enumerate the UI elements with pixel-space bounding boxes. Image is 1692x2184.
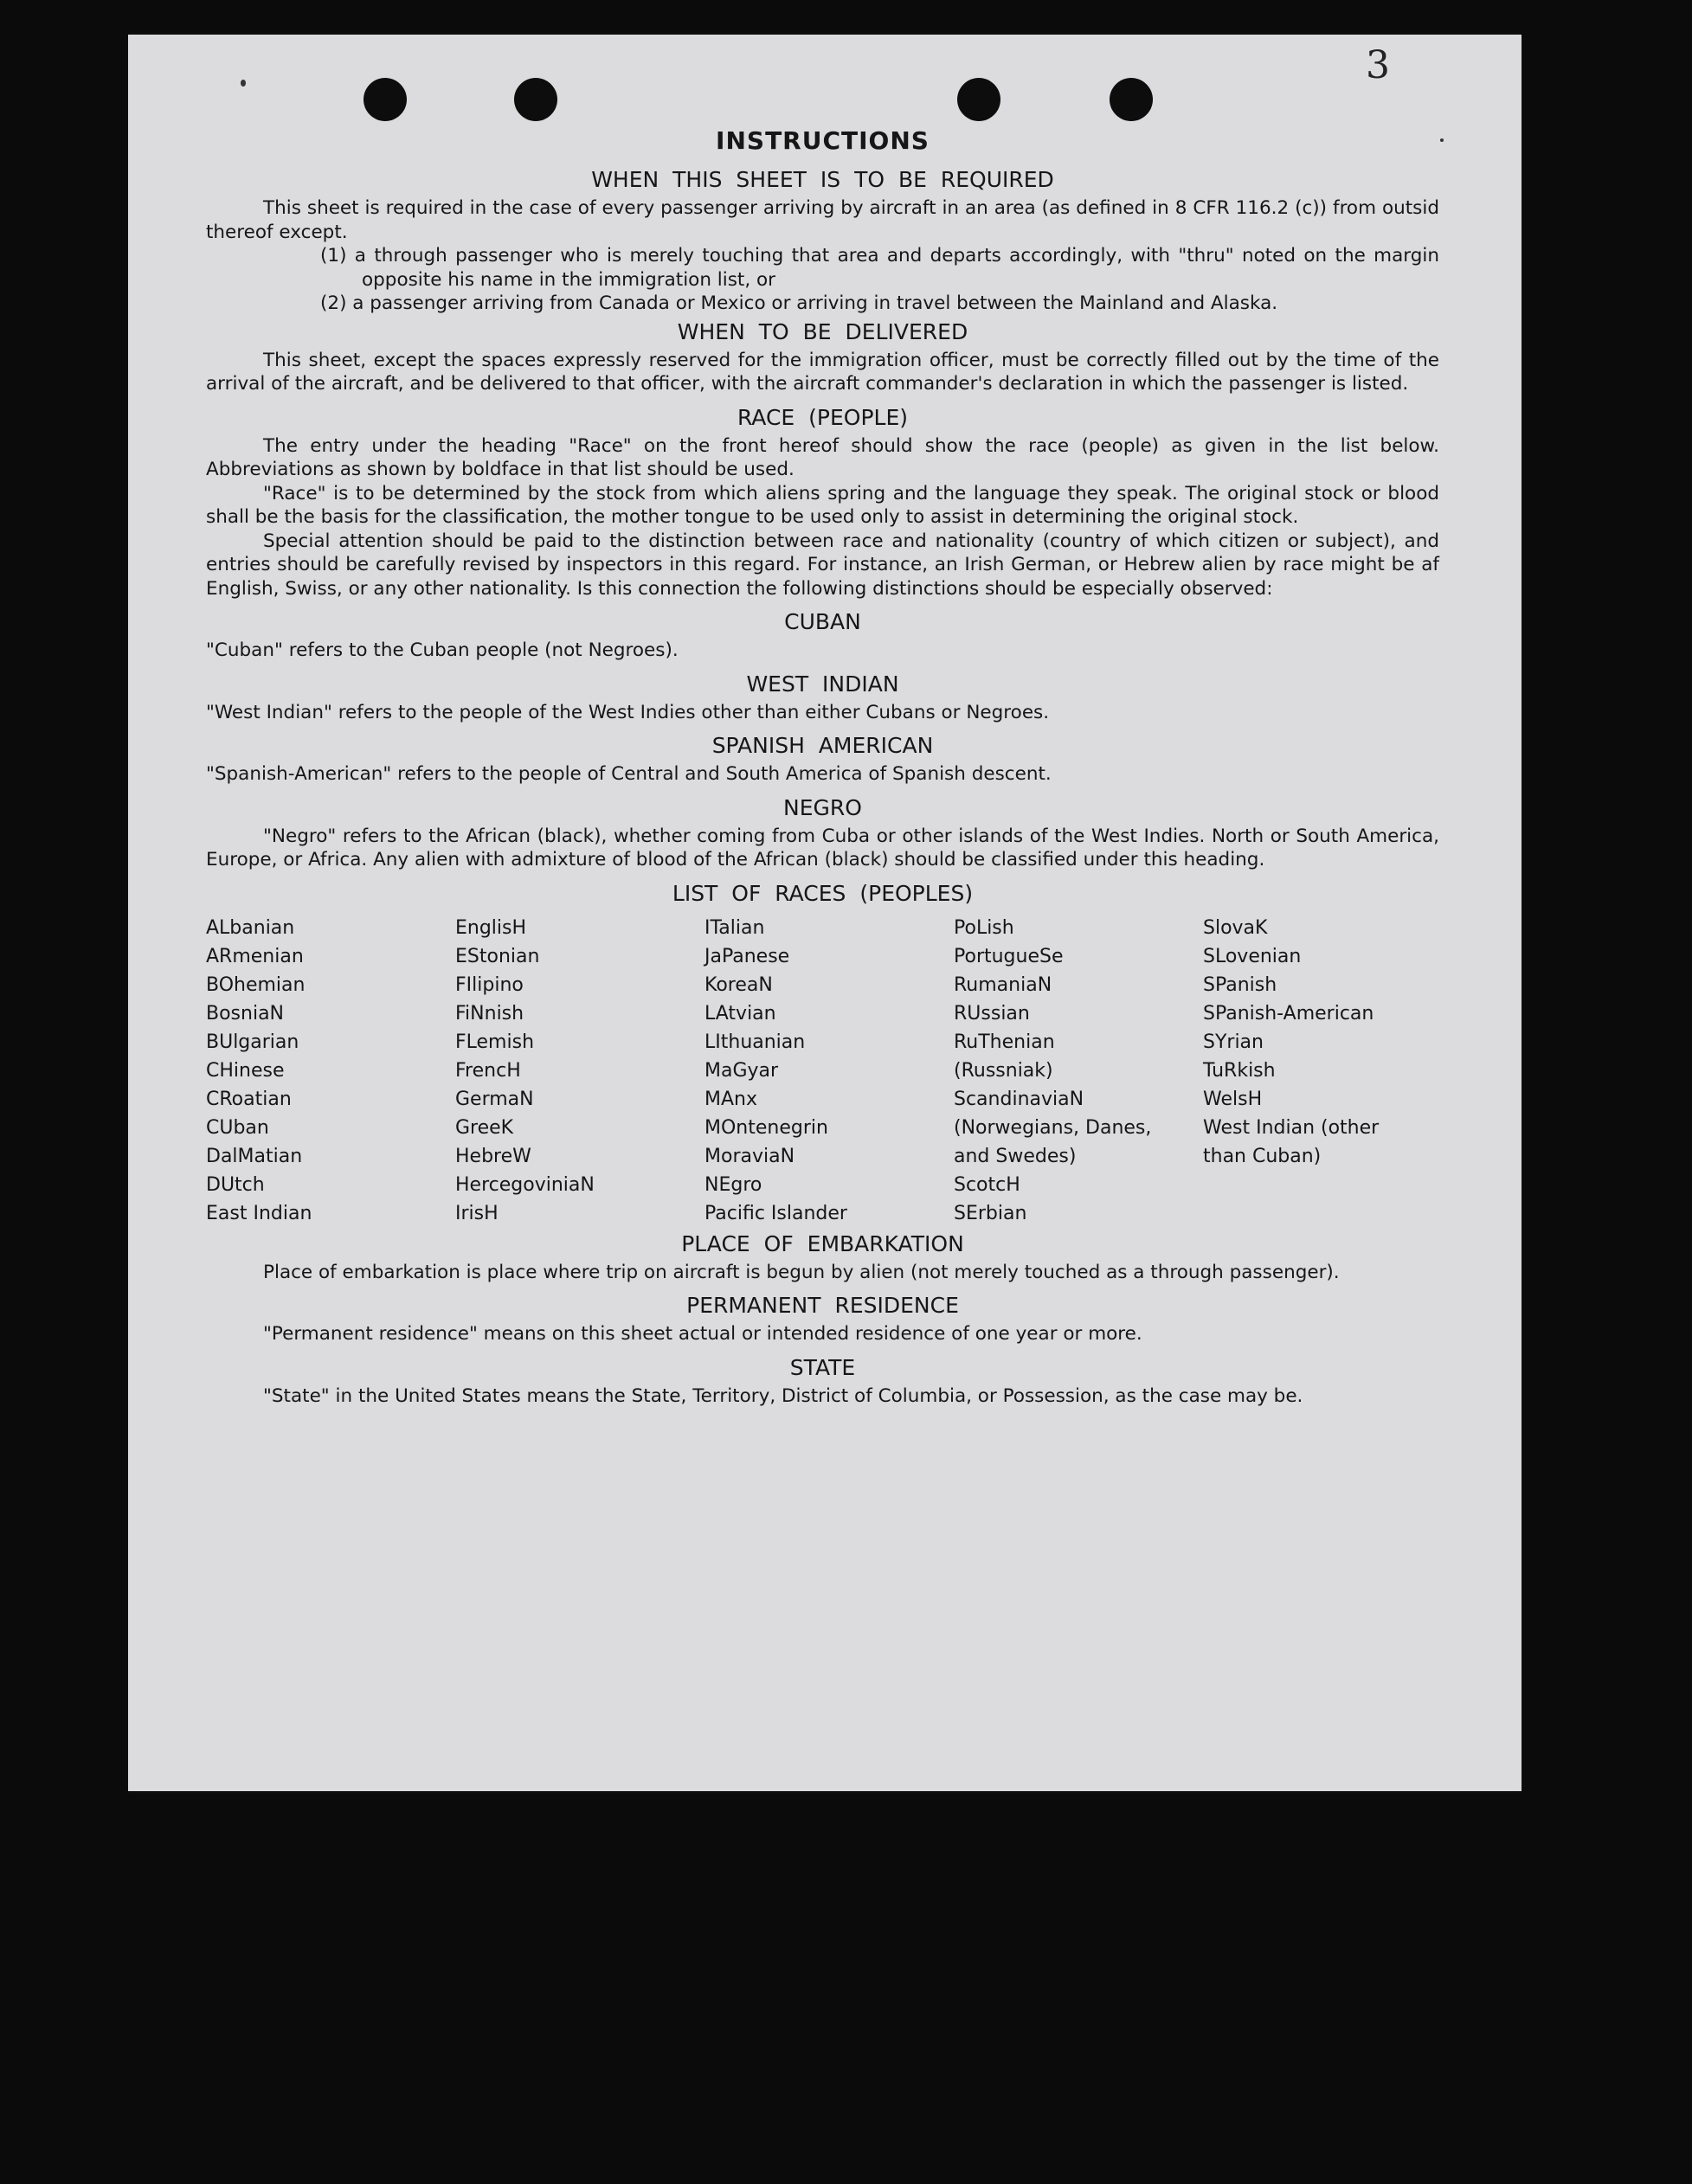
state-text: "State" in the United States means the State, Territory, District of Columbia, or Possession, as the case may be. (263, 1384, 1303, 1407)
race-entry: RUssian (954, 1002, 1030, 1025)
race-entry: FIlipino (455, 973, 524, 996)
race-entry: WelsH (1203, 1088, 1263, 1110)
race-entry: PortugueSe (954, 945, 1064, 967)
race-entry: MaGyar (704, 1059, 779, 1082)
punch-hole (957, 78, 1000, 121)
document-sheet (128, 35, 1522, 1791)
race-entry: MOntenegrin (704, 1116, 828, 1139)
punch-hole (514, 78, 557, 121)
race-entry: EnglisH (455, 916, 527, 939)
heading-spanish-american: SPANISH AMERICAN (711, 733, 934, 758)
race-entry: East Indian (206, 1202, 312, 1224)
races-column-2 (455, 914, 704, 1228)
heading-state: STATE (789, 1354, 856, 1380)
race-entry: HercegoviniaN (455, 1173, 595, 1196)
races-column-5 (1203, 914, 1452, 1228)
instructions-content (206, 126, 1439, 1408)
ink-speck (241, 80, 246, 87)
races-table (206, 914, 1439, 1228)
race-entry: ScandinaviaN (Norwegians, Danes, and Swedes) (954, 1088, 1152, 1167)
heading-permanent-residence: PERMANENT RESIDENCE (686, 1293, 959, 1318)
races-column-4 (954, 914, 1203, 1228)
race-entry: FrencH (455, 1059, 521, 1082)
race-entry: DalMatian (206, 1145, 303, 1167)
race-entry: FiNnish (455, 1002, 524, 1025)
permanent-residence-text: "Permanent residence" means on this sheet actual or intended residence of one year or more. (263, 1323, 1142, 1345)
race-entry: FLemish (455, 1031, 535, 1053)
race-entry: HebreW (455, 1145, 531, 1167)
west-indian-text: "West Indian" refers to the people of the West Indies other than either Cubans or Negroes. (206, 701, 1050, 723)
race-entry: SErbian (954, 1202, 1027, 1224)
exception-item-1: (1) a through passenger who is merely touching that area and departs accordingly, with "thru" noted on the margin opposite his name in the immigration list, or (320, 245, 1439, 291)
race-entry: IrisH (455, 1202, 499, 1224)
heading-west-indian: WEST INDIAN (746, 671, 899, 697)
race-entry: PoLish (954, 916, 1014, 939)
race-entry: ScotcH (954, 1173, 1020, 1196)
race-entry: SlovaK (1203, 916, 1268, 939)
punch-hole (363, 78, 407, 121)
race-entry: CHinese (206, 1059, 285, 1082)
page-title: INSTRUCTIONS (716, 126, 930, 155)
race-entry: ARmenian (206, 945, 304, 967)
race-entry: MoraviaN (704, 1145, 795, 1167)
race-entry: BUlgarian (206, 1031, 299, 1053)
race-paragraph-1: The entry under the heading "Race" on the front hereof should show the race (people) as given in the list below. Abbreviations as shown by boldface in that list should be used. (206, 434, 1439, 480)
negro-text: "Negro" refers to the African (black), whether coming from Cuba or other islands of the West Indies. North or South America, Europe, or Africa. Any alien with admixture of blood of the African (black) should be classified under this heading. (206, 825, 1439, 870)
race-entry: MAnx (704, 1088, 757, 1110)
spanish-american-text: "Spanish-American" refers to the people of Central and South America of Spanish descent. (206, 763, 1052, 785)
race-entry: GermaN (455, 1088, 534, 1110)
race-entry: CRoatian (206, 1088, 292, 1110)
race-entry: SPanish (1203, 973, 1277, 996)
race-entry: LIthuanian (704, 1031, 806, 1053)
race-entry: RuThenian (Russniak) (954, 1031, 1055, 1082)
heading-race: RACE (PEOPLE) (737, 404, 909, 430)
when-required-text: This sheet is required in the case of every passenger arriving by aircraft in an area (as defined in 8 CFR 116.2 (c)) from outsid thereof except. (206, 197, 1439, 243)
races-column-1 (206, 914, 455, 1228)
heading-embarkation: PLACE OF EMBARKATION (681, 1230, 964, 1256)
races-column-3 (704, 914, 954, 1228)
when-delivered-text: This sheet, except the spaces expressly reserved for the immigration officer, must be correctly filled out by the time of the arrival of the aircraft, and be delivered to that officer, with the aircraft commander's declaration in which the passenger is listed. (206, 349, 1439, 395)
race-entry: BOhemian (206, 973, 306, 996)
race-paragraph-3: Special attention should be paid to the distinction between race and nationality (country of which citizen or subject), and entries should be carefully revised by inspectors in this regard. For instance, an Irish German, or Hebrew alien by race might be af English, Swiss, or any other nationality. Is this connection the following distinctions should be especially observed: (206, 530, 1439, 600)
race-entry: TuRkish (1203, 1059, 1276, 1082)
race-entry: DUtch (206, 1173, 265, 1196)
race-entry: BosniaN (206, 1002, 285, 1025)
exception-list (320, 244, 1439, 316)
heading-when-delivered: WHEN TO BE DELIVERED (677, 318, 968, 344)
race-entry: CUban (206, 1116, 269, 1139)
punch-hole (1110, 78, 1153, 121)
handwritten-page-mark: 3 (1366, 43, 1390, 87)
race-entry: NEgro (704, 1173, 762, 1196)
race-entry: EStonian (455, 945, 540, 967)
race-paragraph-2: "Race" is to be determined by the stock from which aliens spring and the language they speak. The original stock or blood shall be the basis for the classification, the mother tongue to be used only to assist in determining the original stock. (206, 482, 1439, 528)
cuban-text: "Cuban" refers to the Cuban people (not Negroes). (206, 639, 679, 661)
race-entry: GreeK (455, 1116, 514, 1139)
race-entry: JaPanese (704, 945, 790, 967)
heading-cuban: CUBAN (784, 609, 861, 634)
heading-list-of-races: LIST OF RACES (PEOPLES) (672, 880, 974, 906)
race-entry: RumaniaN (954, 973, 1052, 996)
embarkation-text: Place of embarkation is place where trip on aircraft is begun by alien (not merely touched as a through passenger). (263, 1261, 1340, 1283)
race-entry: SYrian (1203, 1031, 1264, 1053)
race-entry: LAtvian (704, 1002, 776, 1025)
race-entry: Pacific Islander (704, 1202, 847, 1224)
race-entry: SLovenian (1203, 945, 1302, 967)
heading-negro: NEGRO (783, 794, 862, 820)
race-entry: SPanish-American (1203, 1002, 1374, 1025)
ink-speck (1440, 138, 1444, 142)
heading-when-required: WHEN THIS SHEET IS TO BE REQUIRED (591, 167, 1054, 192)
exception-item-2: (2) a passenger arriving from Canada or Mexico or arriving in travel between the Mainland and Alaska. (320, 292, 1278, 314)
race-entry: ITalian (704, 916, 765, 939)
race-entry: KoreaN (704, 973, 773, 996)
race-entry: ALbanian (206, 916, 295, 939)
race-entry: West Indian (other than Cuban) (1203, 1116, 1380, 1167)
